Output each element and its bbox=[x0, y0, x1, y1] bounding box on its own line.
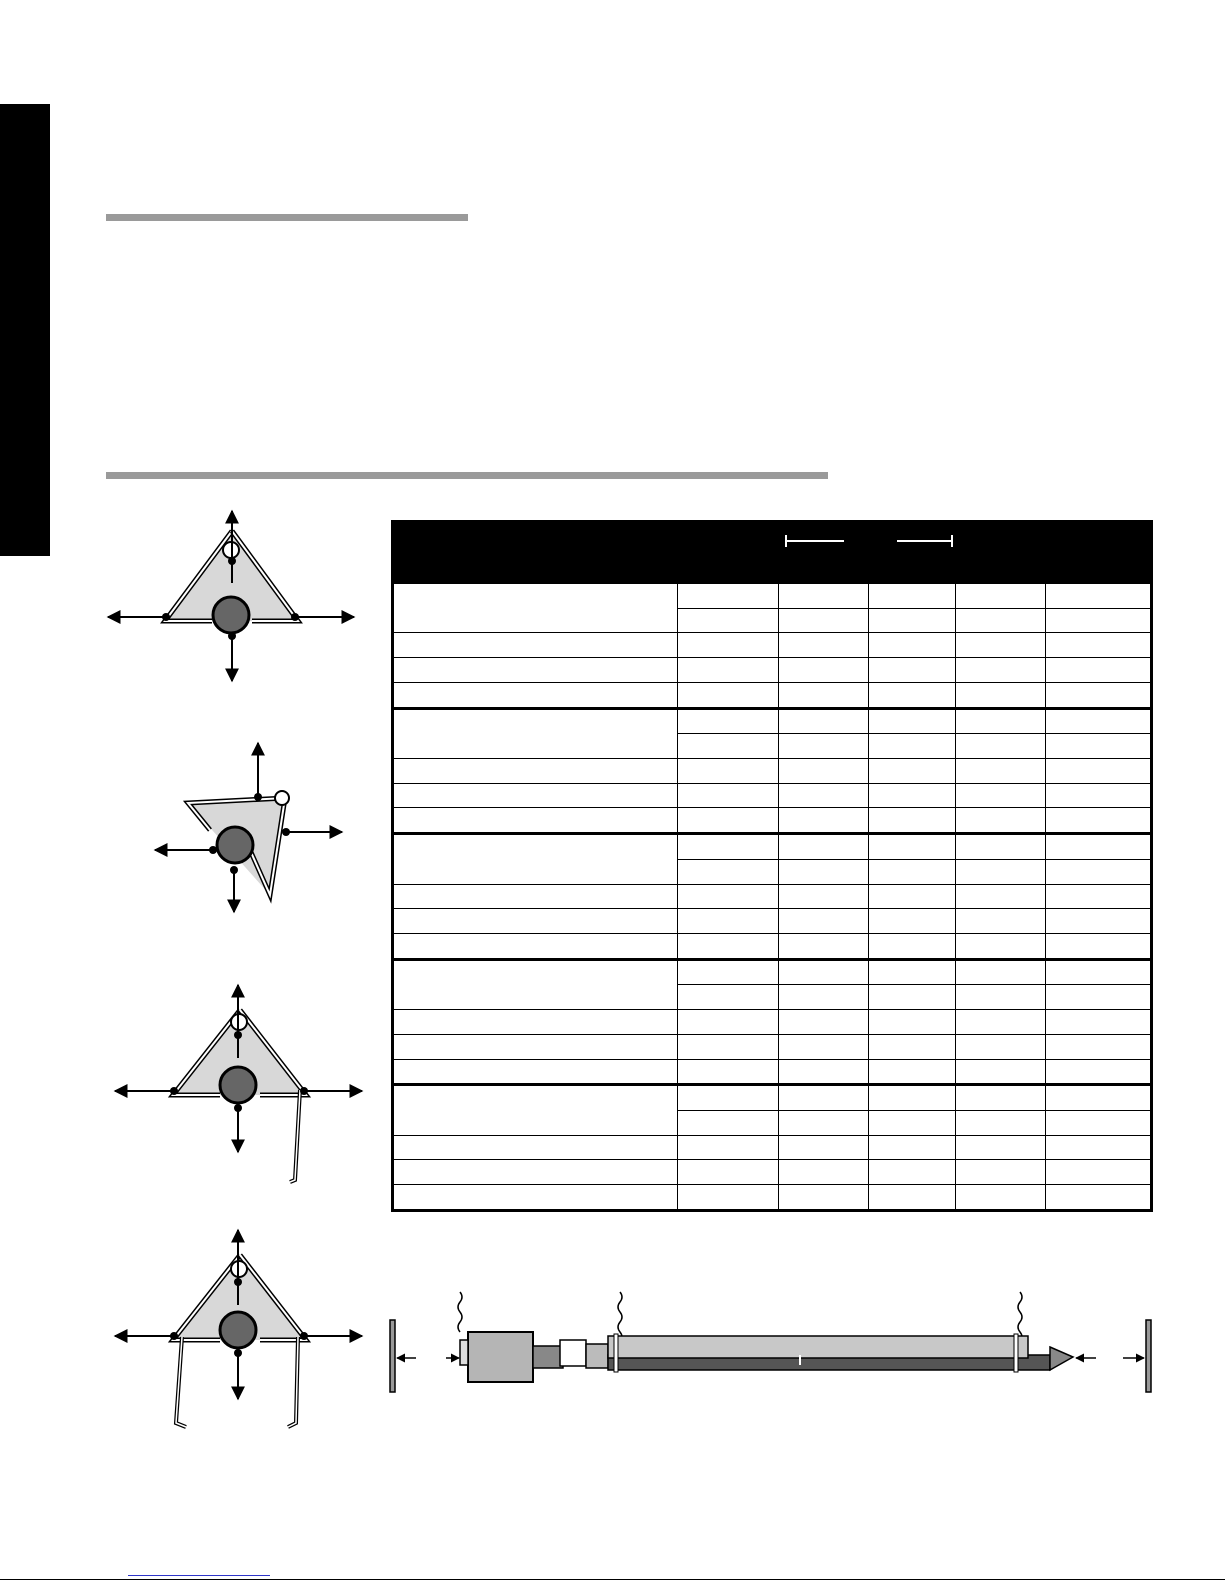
table-header bbox=[393, 522, 1152, 584]
table-cell bbox=[677, 808, 778, 834]
table-row bbox=[393, 584, 1152, 609]
row-label-cell bbox=[393, 633, 678, 658]
table-cell bbox=[677, 933, 778, 959]
table-cell bbox=[869, 808, 956, 834]
table-cell bbox=[869, 584, 956, 609]
table-cell bbox=[778, 859, 869, 884]
table-cell bbox=[955, 959, 1046, 985]
single-shield-reflector-icon bbox=[110, 980, 372, 1190]
row-label-cell bbox=[393, 834, 678, 884]
row-label-cell bbox=[393, 959, 678, 1009]
table-cell bbox=[955, 1111, 1046, 1136]
table-cell bbox=[955, 1059, 1046, 1085]
table-cell bbox=[1046, 1111, 1152, 1136]
table-cell bbox=[778, 1059, 869, 1085]
table-cell bbox=[677, 985, 778, 1010]
table-cell bbox=[869, 884, 956, 909]
table-row bbox=[393, 1160, 1152, 1185]
row-label-cell bbox=[393, 758, 678, 783]
table-row bbox=[393, 808, 1152, 834]
table-cell bbox=[955, 808, 1046, 834]
table-cell bbox=[778, 884, 869, 909]
table-row bbox=[393, 1059, 1152, 1085]
table-cell bbox=[677, 1111, 778, 1136]
table-cell bbox=[1046, 808, 1152, 834]
table-cell bbox=[955, 1185, 1046, 1211]
row-label-cell bbox=[393, 658, 678, 683]
row-label-cell bbox=[393, 708, 678, 758]
row-label-cell bbox=[393, 884, 678, 909]
table-cell bbox=[778, 658, 869, 683]
table-row bbox=[393, 909, 1152, 934]
table-row bbox=[393, 884, 1152, 909]
table-cell bbox=[1046, 658, 1152, 683]
table-row bbox=[393, 933, 1152, 959]
table-cell bbox=[955, 633, 1046, 658]
table-cell bbox=[1046, 1185, 1152, 1211]
table-cell bbox=[677, 1059, 778, 1085]
table-cell bbox=[778, 933, 869, 959]
table-cell bbox=[1046, 1010, 1152, 1035]
table-cell bbox=[1046, 633, 1152, 658]
table-cell bbox=[955, 708, 1046, 734]
table-cell bbox=[677, 1135, 778, 1160]
table-cell bbox=[778, 758, 869, 783]
table-cell bbox=[677, 682, 778, 708]
row-label-cell bbox=[393, 584, 678, 633]
table-cell bbox=[955, 1135, 1046, 1160]
table-cell bbox=[677, 608, 778, 633]
table-cell bbox=[955, 834, 1046, 860]
table-row bbox=[393, 682, 1152, 708]
table-cell bbox=[869, 1034, 956, 1059]
header-dimension-marks bbox=[394, 523, 1156, 583]
row-label-cell bbox=[393, 783, 678, 808]
table-cell bbox=[869, 633, 956, 658]
table-cell bbox=[869, 1010, 956, 1035]
table-cell bbox=[955, 884, 1046, 909]
table-cell bbox=[677, 834, 778, 860]
table-cell bbox=[778, 1010, 869, 1035]
clearance-table bbox=[391, 520, 1153, 1212]
table-cell bbox=[677, 1160, 778, 1185]
table-cell bbox=[955, 758, 1046, 783]
table-cell bbox=[955, 608, 1046, 633]
table-cell bbox=[955, 734, 1046, 759]
table-cell bbox=[677, 658, 778, 683]
table-cell bbox=[869, 682, 956, 708]
table-cell bbox=[778, 1111, 869, 1136]
table-cell bbox=[677, 1085, 778, 1111]
table-cell bbox=[869, 783, 956, 808]
table-cell bbox=[778, 1034, 869, 1059]
table-cell bbox=[1046, 884, 1152, 909]
table-cell bbox=[869, 1111, 956, 1136]
table-row bbox=[393, 1185, 1152, 1211]
row-label-cell bbox=[393, 1010, 678, 1035]
table-row bbox=[393, 633, 1152, 658]
table-cell bbox=[677, 584, 778, 609]
table-cell bbox=[677, 783, 778, 808]
table-cell bbox=[677, 1185, 778, 1211]
table-row bbox=[393, 1135, 1152, 1160]
row-label-cell bbox=[393, 1160, 678, 1185]
row-label-cell bbox=[393, 933, 678, 959]
table-cell bbox=[869, 758, 956, 783]
table-cell bbox=[1046, 933, 1152, 959]
footer-rule bbox=[0, 1579, 1225, 1580]
table-cell bbox=[1046, 584, 1152, 609]
table-cell bbox=[869, 658, 956, 683]
row-label-cell bbox=[393, 909, 678, 934]
row-label-cell bbox=[393, 1034, 678, 1059]
table-cell bbox=[955, 584, 1046, 609]
footer-link-underline[interactable] bbox=[128, 1575, 270, 1576]
table-cell bbox=[778, 608, 869, 633]
table-cell bbox=[778, 1185, 869, 1211]
table-cell bbox=[677, 859, 778, 884]
table-cell bbox=[1046, 682, 1152, 708]
table-cell bbox=[677, 734, 778, 759]
table-cell bbox=[778, 682, 869, 708]
table-cell bbox=[778, 734, 869, 759]
table-cell bbox=[955, 1085, 1046, 1111]
table-cell bbox=[955, 658, 1046, 683]
table-cell bbox=[869, 909, 956, 934]
table-cell bbox=[778, 834, 869, 860]
table-cell bbox=[1046, 608, 1152, 633]
table-cell bbox=[677, 909, 778, 934]
row-label-cell bbox=[393, 1185, 678, 1211]
triangle-reflector-icon bbox=[100, 503, 362, 688]
table-cell bbox=[1046, 985, 1152, 1010]
table-cell bbox=[1046, 1059, 1152, 1085]
table-cell bbox=[778, 959, 869, 985]
section-tab bbox=[0, 104, 50, 556]
table-cell bbox=[677, 758, 778, 783]
table-cell bbox=[677, 1010, 778, 1035]
table-cell bbox=[778, 1135, 869, 1160]
table-cell bbox=[1046, 909, 1152, 934]
row-label-cell bbox=[393, 1085, 678, 1135]
table-cell bbox=[955, 1160, 1046, 1185]
table-cell bbox=[869, 1059, 956, 1085]
table-cell bbox=[1046, 783, 1152, 808]
table-row bbox=[393, 1010, 1152, 1035]
table-cell bbox=[869, 859, 956, 884]
table-cell bbox=[778, 633, 869, 658]
table-cell bbox=[1046, 1160, 1152, 1185]
table-cell bbox=[869, 985, 956, 1010]
table-cell bbox=[869, 933, 956, 959]
table-row bbox=[393, 959, 1152, 985]
table-cell bbox=[778, 1085, 869, 1111]
table-row bbox=[393, 783, 1152, 808]
table-cell bbox=[955, 1034, 1046, 1059]
table-row bbox=[393, 1085, 1152, 1111]
heater-side-view-icon bbox=[388, 1290, 1158, 1400]
table-cell bbox=[677, 633, 778, 658]
table-cell bbox=[869, 1185, 956, 1211]
section-rule-top bbox=[106, 214, 468, 221]
table-row bbox=[393, 834, 1152, 860]
table-cell bbox=[778, 808, 869, 834]
table-cell bbox=[1046, 1034, 1152, 1059]
table-cell bbox=[1046, 734, 1152, 759]
table-cell bbox=[955, 985, 1046, 1010]
table-cell bbox=[677, 959, 778, 985]
table-cell bbox=[1046, 834, 1152, 860]
table-cell bbox=[1046, 859, 1152, 884]
table-cell bbox=[955, 1010, 1046, 1035]
table-cell bbox=[1046, 758, 1152, 783]
row-label-cell bbox=[393, 682, 678, 708]
row-label-cell bbox=[393, 1135, 678, 1160]
table-cell bbox=[778, 584, 869, 609]
section-rule-clearances bbox=[106, 472, 828, 479]
table-cell bbox=[677, 1034, 778, 1059]
angled-reflector-icon bbox=[150, 740, 350, 920]
table-cell bbox=[955, 909, 1046, 934]
table-cell bbox=[778, 909, 869, 934]
table-cell bbox=[869, 608, 956, 633]
table-row bbox=[393, 1034, 1152, 1059]
table-cell bbox=[869, 1085, 956, 1111]
table-cell bbox=[1046, 1085, 1152, 1111]
table-cell bbox=[778, 708, 869, 734]
double-shield-reflector-icon bbox=[110, 1225, 372, 1450]
table-cell bbox=[778, 783, 869, 808]
table-row bbox=[393, 708, 1152, 734]
table-cell bbox=[955, 933, 1046, 959]
table-cell bbox=[1046, 959, 1152, 985]
table-row bbox=[393, 758, 1152, 783]
table-cell bbox=[677, 708, 778, 734]
table-cell bbox=[1046, 1135, 1152, 1160]
table-cell bbox=[955, 859, 1046, 884]
row-label-cell bbox=[393, 808, 678, 834]
table-cell bbox=[869, 834, 956, 860]
table-cell bbox=[955, 783, 1046, 808]
table-cell bbox=[869, 1160, 956, 1185]
table-cell bbox=[778, 1160, 869, 1185]
table-cell bbox=[955, 682, 1046, 708]
table-cell bbox=[869, 734, 956, 759]
table-cell bbox=[869, 1135, 956, 1160]
table-cell bbox=[778, 985, 869, 1010]
table-row bbox=[393, 658, 1152, 683]
table-cell bbox=[1046, 708, 1152, 734]
row-label-cell bbox=[393, 1059, 678, 1085]
table-cell bbox=[677, 884, 778, 909]
table-cell bbox=[869, 959, 956, 985]
table-cell bbox=[869, 708, 956, 734]
